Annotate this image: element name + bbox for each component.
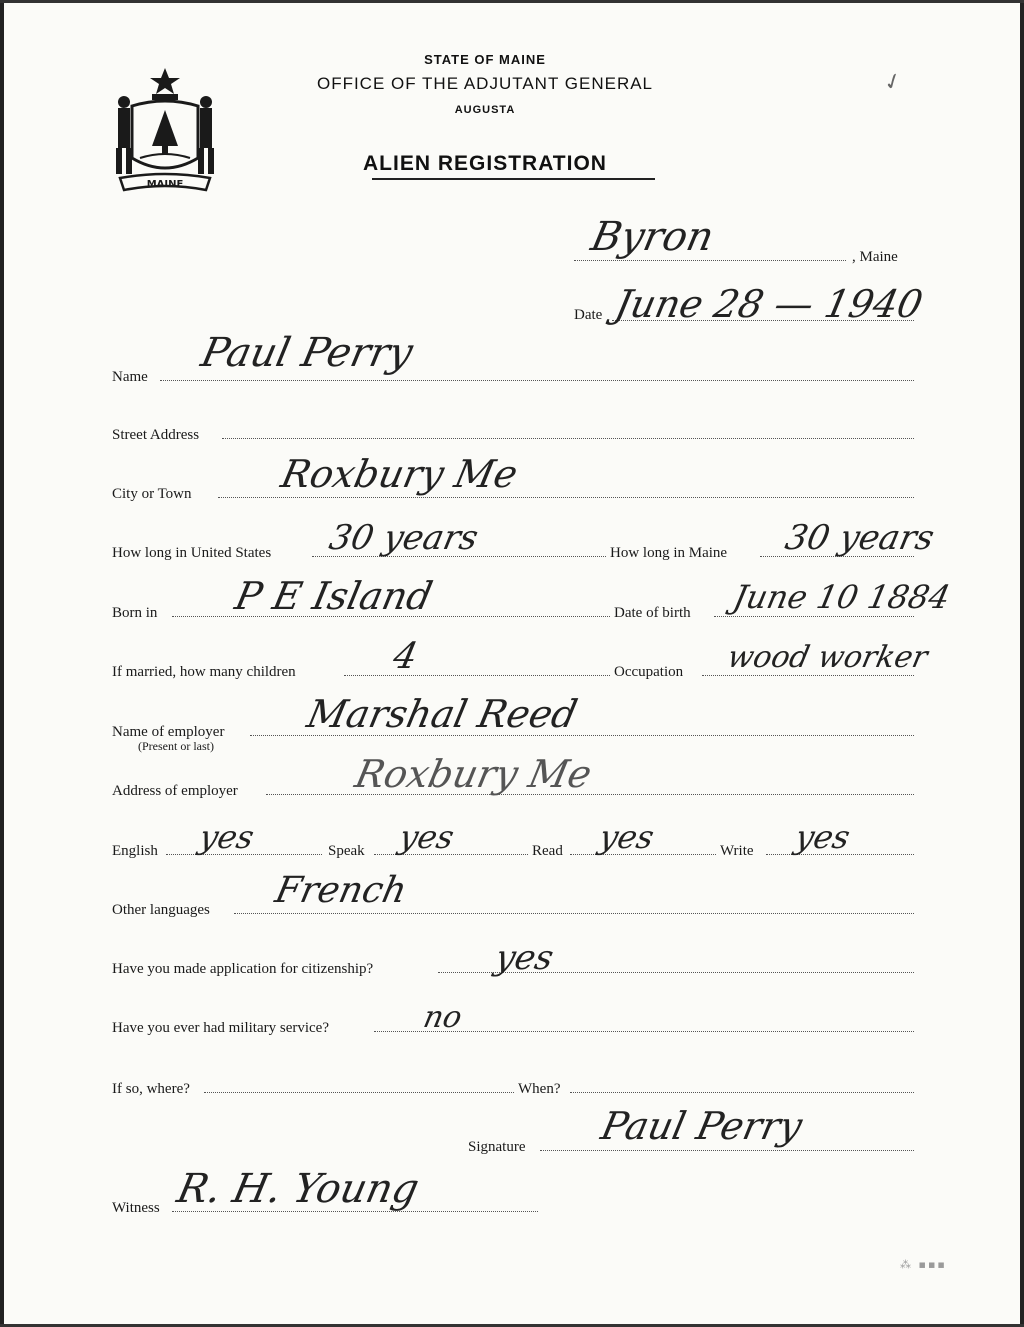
speak-value: yes	[395, 818, 458, 856]
name-value: Paul Perry	[197, 330, 417, 376]
city-line	[218, 497, 914, 498]
other-languages-value: French	[271, 870, 411, 911]
archive-stamp-mark: ⁂ ▪▪▪	[900, 1258, 947, 1271]
date-label: Date	[574, 307, 603, 323]
state-heading: STATE OF MAINE	[424, 52, 546, 67]
where-line	[204, 1092, 514, 1093]
scan-edge-top	[0, 0, 1024, 3]
occupation-line	[702, 675, 914, 676]
where-label: If so, where?	[112, 1081, 190, 1097]
scan-edge-right	[1020, 0, 1024, 1327]
maine-duration-label: How long in Maine	[610, 545, 728, 561]
check-mark-icon: ✓	[880, 67, 907, 98]
city-heading: AUGUSTA	[454, 104, 516, 116]
other-languages-label: Other languages	[112, 902, 210, 918]
other-languages-line	[234, 913, 914, 914]
military-value: no	[420, 1000, 466, 1035]
write-value: yes	[791, 818, 854, 856]
us-duration-label: How long in United States	[112, 545, 272, 561]
dob-value: June 10 1884	[729, 578, 954, 616]
name-line	[160, 380, 914, 381]
children-value: 4	[389, 636, 422, 677]
title-underline	[372, 178, 655, 180]
place-value: Byron	[587, 214, 718, 260]
employer-address-value: Roxbury Me	[351, 752, 596, 796]
english-value: yes	[195, 818, 258, 856]
employer-label: Name of employer	[112, 724, 225, 740]
seal-banner-text: MAINE	[146, 179, 184, 190]
children-label: If married, how many children	[112, 664, 296, 680]
when-line	[570, 1092, 914, 1093]
occupation-label: Occupation	[614, 664, 684, 680]
us-duration-value: 30 years	[325, 518, 482, 558]
read-label: Read	[532, 843, 563, 859]
street-label: Street Address	[112, 427, 200, 443]
signature-label: Signature	[468, 1139, 526, 1155]
signature-line	[540, 1150, 914, 1151]
read-value: yes	[595, 818, 658, 856]
signature-value: Paul Perry	[597, 1104, 807, 1148]
city-label: City or Town	[112, 486, 192, 502]
write-label: Write	[720, 843, 754, 859]
place-line	[574, 260, 846, 261]
dob-line	[714, 616, 914, 617]
scan-edge-left	[0, 0, 4, 1327]
employer-value: Marshal Reed	[303, 692, 582, 736]
city-value: Roxbury Me	[277, 452, 522, 496]
date-value: June 28 — 1940	[611, 282, 927, 326]
english-label: English	[112, 843, 158, 859]
witness-label: Witness	[112, 1200, 160, 1216]
children-line	[344, 675, 610, 676]
citizenship-value: yes	[491, 938, 558, 978]
employer-sublabel: (Present or last)	[138, 739, 214, 753]
citizenship-label: Have you made application for citizenship?	[112, 961, 374, 977]
witness-value: R. H. Young	[173, 1166, 423, 1212]
office-heading: OFFICE OF THE ADJUTANT GENERAL	[316, 74, 654, 93]
place-suffix: , Maine	[852, 249, 898, 265]
maine-duration-value: 30 years	[781, 518, 938, 558]
street-line	[222, 438, 914, 439]
form-title: ALIEN REGISTRATION	[363, 152, 607, 175]
military-label: Have you ever had military service?	[112, 1020, 329, 1036]
dob-label: Date of birth	[614, 605, 691, 621]
when-label: When?	[518, 1081, 561, 1097]
occupation-value: wood worker	[724, 640, 931, 675]
speak-label: Speak	[328, 843, 365, 859]
born-in-label: Born in	[112, 605, 158, 621]
name-label: Name	[112, 369, 148, 385]
born-in-value: P E Island	[231, 574, 437, 618]
employer-address-label: Address of employer	[112, 783, 238, 799]
